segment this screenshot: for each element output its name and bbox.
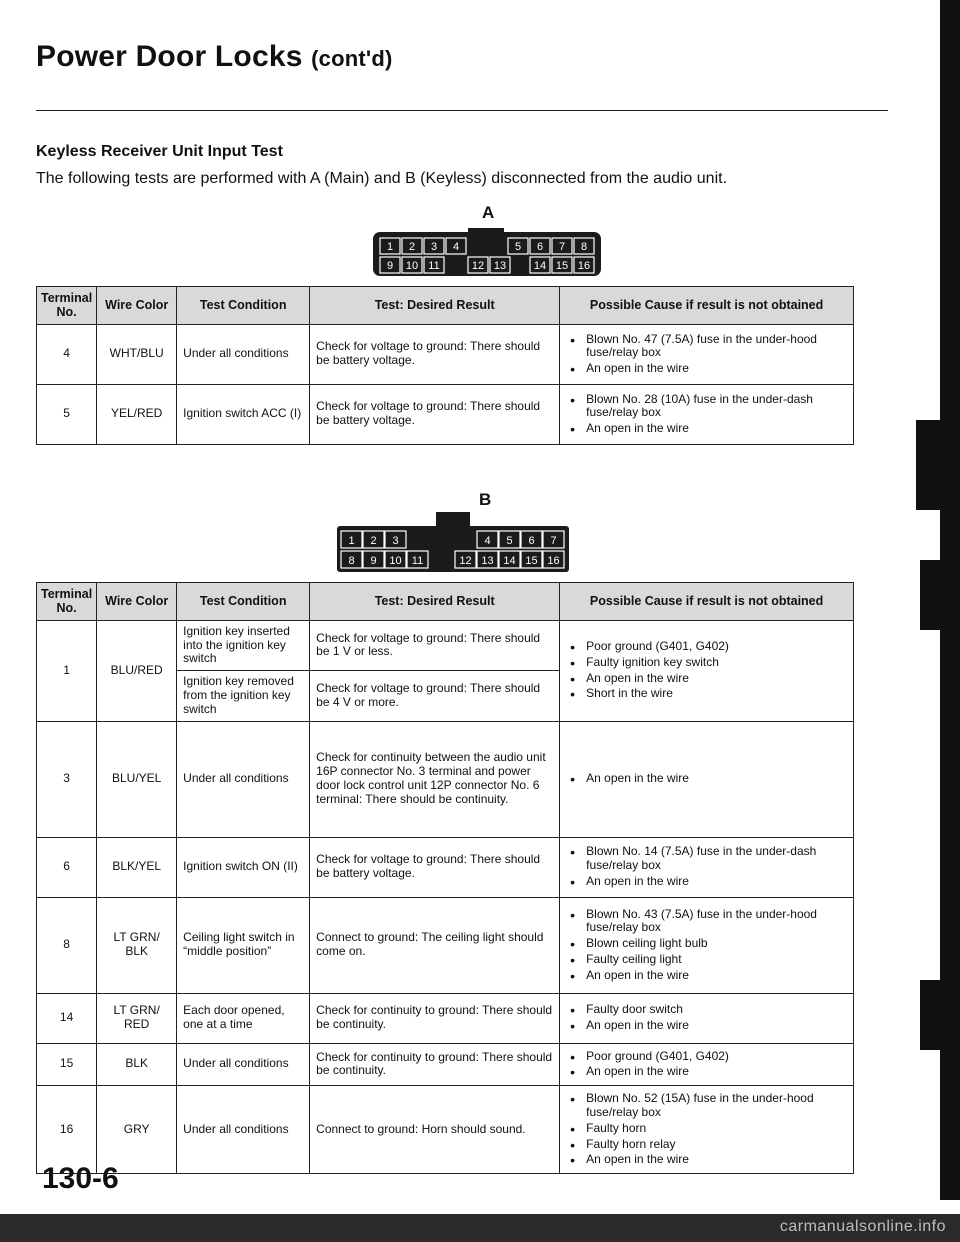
header-cause: Possible Cause if result is not obtained	[560, 287, 854, 325]
cause-item: • Blown No. 28 (10A) fuse in the under-dash fuse/relay box	[566, 393, 847, 421]
table-row	[37, 721, 854, 837]
table-a-header-row	[37, 287, 854, 325]
desired-result-cell: Check for voltage to ground: There should be battery voltage.	[310, 324, 560, 384]
connector-a-diagram	[372, 226, 602, 278]
desired-result-cell: Check for continuity between the audio unit 16P connector No. 3 terminal and power door lock control unit 12P connector No. 6 terminal: There should be continuity.	[310, 721, 560, 837]
terminal-cell: 6	[37, 837, 97, 897]
connector-b-pin-number: 16	[547, 555, 560, 567]
header-wire: Wire Color	[97, 583, 177, 621]
table-b-header-row	[37, 583, 854, 621]
edge-index-tab	[916, 420, 960, 510]
connector-a-label: A	[482, 203, 495, 222]
connector-a-pin-number: 16	[577, 260, 591, 272]
cause-list	[566, 1092, 847, 1167]
connector-a-pin-number: 2	[408, 241, 416, 253]
desired-result-cell: Connect to ground: Horn should sound.	[310, 1086, 560, 1174]
cause-item: • An open in the wire	[566, 772, 847, 786]
test-condition-cell: Under all conditions	[177, 324, 310, 384]
connector-a-pin-number: 7	[558, 241, 566, 253]
cause-item: • Blown No. 52 (15A) fuse in the under-hood fuse/relay box	[566, 1092, 847, 1120]
test-condition-cell: Ignition key removed from the ignition key switch	[177, 671, 310, 721]
cause-list	[566, 845, 847, 888]
connector-b-label: B	[479, 490, 492, 509]
cause-list	[566, 333, 847, 376]
possible-cause-cell	[560, 721, 854, 837]
connector-a-pin-number: 13	[493, 260, 507, 272]
test-condition-cell: Ignition switch ON (II)	[177, 837, 310, 897]
possible-cause-cell	[560, 384, 854, 444]
cause-item: • Faulty horn relay	[566, 1138, 847, 1152]
connector-b-pin-number: 14	[503, 555, 516, 567]
table-row	[37, 620, 854, 670]
table-row	[37, 837, 854, 897]
possible-cause-cell	[560, 1043, 854, 1086]
connector-b-pin-number: 7	[550, 535, 557, 547]
connector-a-pin-number: 9	[386, 260, 394, 272]
cause-item: • Blown No. 47 (7.5A) fuse in the under-hood fuse/relay box	[566, 333, 847, 361]
wire-color-cell: BLK/YEL	[97, 837, 177, 897]
connector-b-pin-number: 9	[370, 555, 377, 567]
wire-color-cell: YEL/RED	[97, 384, 177, 444]
connector-b-pin-number: 15	[525, 555, 538, 567]
cause-item: • An open in the wire	[566, 875, 847, 889]
header-cause: Possible Cause if result is not obtained	[560, 583, 854, 621]
desired-result-cell: Check for voltage to ground: There should be 1 V or less.	[310, 620, 560, 670]
title-suffix: (cont'd)	[311, 46, 393, 71]
connector-a-latch	[468, 228, 504, 238]
cause-item: • An open in the wire	[566, 1019, 847, 1033]
desired-result-cell: Check for voltage to ground: There should be battery voltage.	[310, 837, 560, 897]
connector-a-pin-number: 11	[428, 260, 440, 272]
desired-result-cell: Check for voltage to ground: There should be battery voltage.	[310, 384, 560, 444]
terminal-cell: 16	[37, 1086, 97, 1174]
wire-color-cell: LT GRN/ BLK	[97, 897, 177, 993]
connector-b-pin-number: 10	[389, 555, 402, 567]
cause-item: • Faulty ceiling light	[566, 953, 847, 967]
connector-a-pin-number: 4	[452, 241, 460, 253]
cause-list	[566, 908, 847, 983]
cause-item: • Poor ground (G401, G402)	[566, 1050, 847, 1064]
intro-text: The following tests are performed with A (Main) and B (Keyless) disconnected from the audio unit.	[36, 170, 728, 187]
terminal-cell: 3	[37, 721, 97, 837]
cause-item: • An open in the wire	[566, 1065, 847, 1079]
section-heading: Keyless Receiver Unit Input Test	[36, 143, 283, 160]
cause-item: • Faulty door switch	[566, 1003, 847, 1017]
connector-b-pin-number: 13	[481, 555, 494, 567]
connector-a-pin-number: 3	[430, 241, 438, 253]
connector-b-pin-number: 5	[506, 535, 513, 547]
wire-color-cell: BLU/RED	[97, 620, 177, 721]
terminal-table-b	[36, 582, 854, 1174]
possible-cause-cell	[560, 993, 854, 1043]
cause-list	[566, 640, 847, 701]
wire-color-cell: LT GRN/ RED	[97, 993, 177, 1043]
cause-list	[566, 1050, 847, 1080]
test-condition-cell: Under all conditions	[177, 1086, 310, 1174]
connector-a-pin-number: 1	[386, 241, 394, 253]
wire-color-cell: BLK	[97, 1043, 177, 1086]
cause-item: • An open in the wire	[566, 969, 847, 983]
terminal-cell: 5	[37, 384, 97, 444]
cause-item: • Faulty ignition key switch	[566, 656, 847, 670]
cause-item: • An open in the wire	[566, 1153, 847, 1167]
connector-a-pin-number: 6	[536, 241, 544, 253]
terminal-table-a	[36, 286, 854, 445]
connector-b-pin-number: 12	[459, 555, 472, 567]
possible-cause-cell	[560, 897, 854, 993]
connector-b-diagram	[336, 512, 570, 574]
header-condition: Test Condition	[177, 287, 310, 325]
desired-result-cell: Check for continuity to ground: There should be continuity.	[310, 993, 560, 1043]
terminal-cell: 14	[37, 993, 97, 1043]
watermark-text: carmanualsonline.info	[779, 1218, 946, 1235]
page-title	[36, 40, 393, 74]
title-text: Power Door Locks	[36, 40, 303, 73]
edge-index-tab	[920, 980, 960, 1050]
possible-cause-cell	[560, 1086, 854, 1174]
possible-cause-cell	[560, 620, 854, 721]
page-number: 130-6	[42, 1162, 119, 1195]
test-condition-cell: Ignition key inserted into the ignition key switch	[177, 620, 310, 670]
cause-list	[566, 1003, 847, 1033]
cause-item: • Poor ground (G401, G402)	[566, 640, 847, 654]
connector-b-pin-number: 3	[392, 535, 399, 547]
wire-color-cell: GRY	[97, 1086, 177, 1174]
terminal-cell: 1	[37, 620, 97, 721]
cause-item: • An open in the wire	[566, 672, 847, 686]
cause-list	[566, 772, 847, 786]
connector-a-pin-number: 14	[533, 260, 547, 272]
connector-b-pin-number: 2	[370, 535, 377, 547]
cause-item: • Blown No. 43 (7.5A) fuse in the under-hood fuse/relay box	[566, 908, 847, 936]
terminal-cell: 15	[37, 1043, 97, 1086]
test-condition-cell: Each door opened, one at a time	[177, 993, 310, 1043]
cause-item: • Short in the wire	[566, 687, 847, 701]
cause-item: • An open in the wire	[566, 362, 847, 376]
wire-color-cell: BLU/YEL	[97, 721, 177, 837]
table-row	[37, 324, 854, 384]
desired-result-cell: Check for voltage to ground: There should be 4 V or more.	[310, 671, 560, 721]
cause-item: • Blown ceiling light bulb	[566, 937, 847, 951]
header-wire: Wire Color	[97, 287, 177, 325]
table-row	[37, 897, 854, 993]
terminal-cell: 8	[37, 897, 97, 993]
header-terminal: Terminal No.	[37, 583, 97, 621]
connector-a-pin-number: 5	[514, 241, 522, 253]
table-row	[37, 384, 854, 444]
header-condition: Test Condition	[177, 583, 310, 621]
connector-b-pin-number: 6	[528, 535, 535, 547]
connector-b-pin-number: 4	[484, 535, 491, 547]
wire-color-cell: WHT/BLU	[97, 324, 177, 384]
desired-result-cell: Check for continuity to ground: There should be continuity.	[310, 1043, 560, 1086]
possible-cause-cell	[560, 324, 854, 384]
table-row	[37, 1086, 854, 1174]
header-terminal: Terminal No.	[37, 287, 97, 325]
cause-item: • An open in the wire	[566, 422, 847, 436]
cause-item: • Faulty horn	[566, 1122, 847, 1136]
table-row	[37, 1043, 854, 1086]
test-condition-cell: Under all conditions	[177, 721, 310, 837]
connector-a-pin-number: 10	[405, 260, 419, 272]
cause-list	[566, 393, 847, 436]
connector-a-svg	[372, 226, 602, 278]
test-condition-cell: Under all conditions	[177, 1043, 310, 1086]
connector-b-pin-number: 11	[411, 555, 424, 567]
connector-b-svg	[336, 512, 570, 574]
connector-b-latch	[436, 512, 470, 526]
test-condition-cell: Ignition switch ACC (I)	[177, 384, 310, 444]
connector-a-pin-number: 8	[580, 241, 588, 253]
cause-item: • Blown No. 14 (7.5A) fuse in the under-dash fuse/relay box	[566, 845, 847, 873]
desired-result-cell: Connect to ground: The ceiling light should come on.	[310, 897, 560, 993]
possible-cause-cell	[560, 837, 854, 897]
connector-a-pin-number: 12	[471, 260, 485, 272]
title-divider	[36, 110, 888, 111]
edge-index-tab	[920, 560, 960, 630]
terminal-cell: 4	[37, 324, 97, 384]
header-result: Test: Desired Result	[310, 583, 560, 621]
connector-b-pin-number: 1	[348, 535, 355, 547]
table-row	[37, 993, 854, 1043]
header-result: Test: Desired Result	[310, 287, 560, 325]
test-condition-cell: Ceiling light switch in “middle position”	[177, 897, 310, 993]
connector-a-pin-number: 15	[555, 260, 569, 272]
connector-b-pin-number: 8	[348, 555, 355, 567]
